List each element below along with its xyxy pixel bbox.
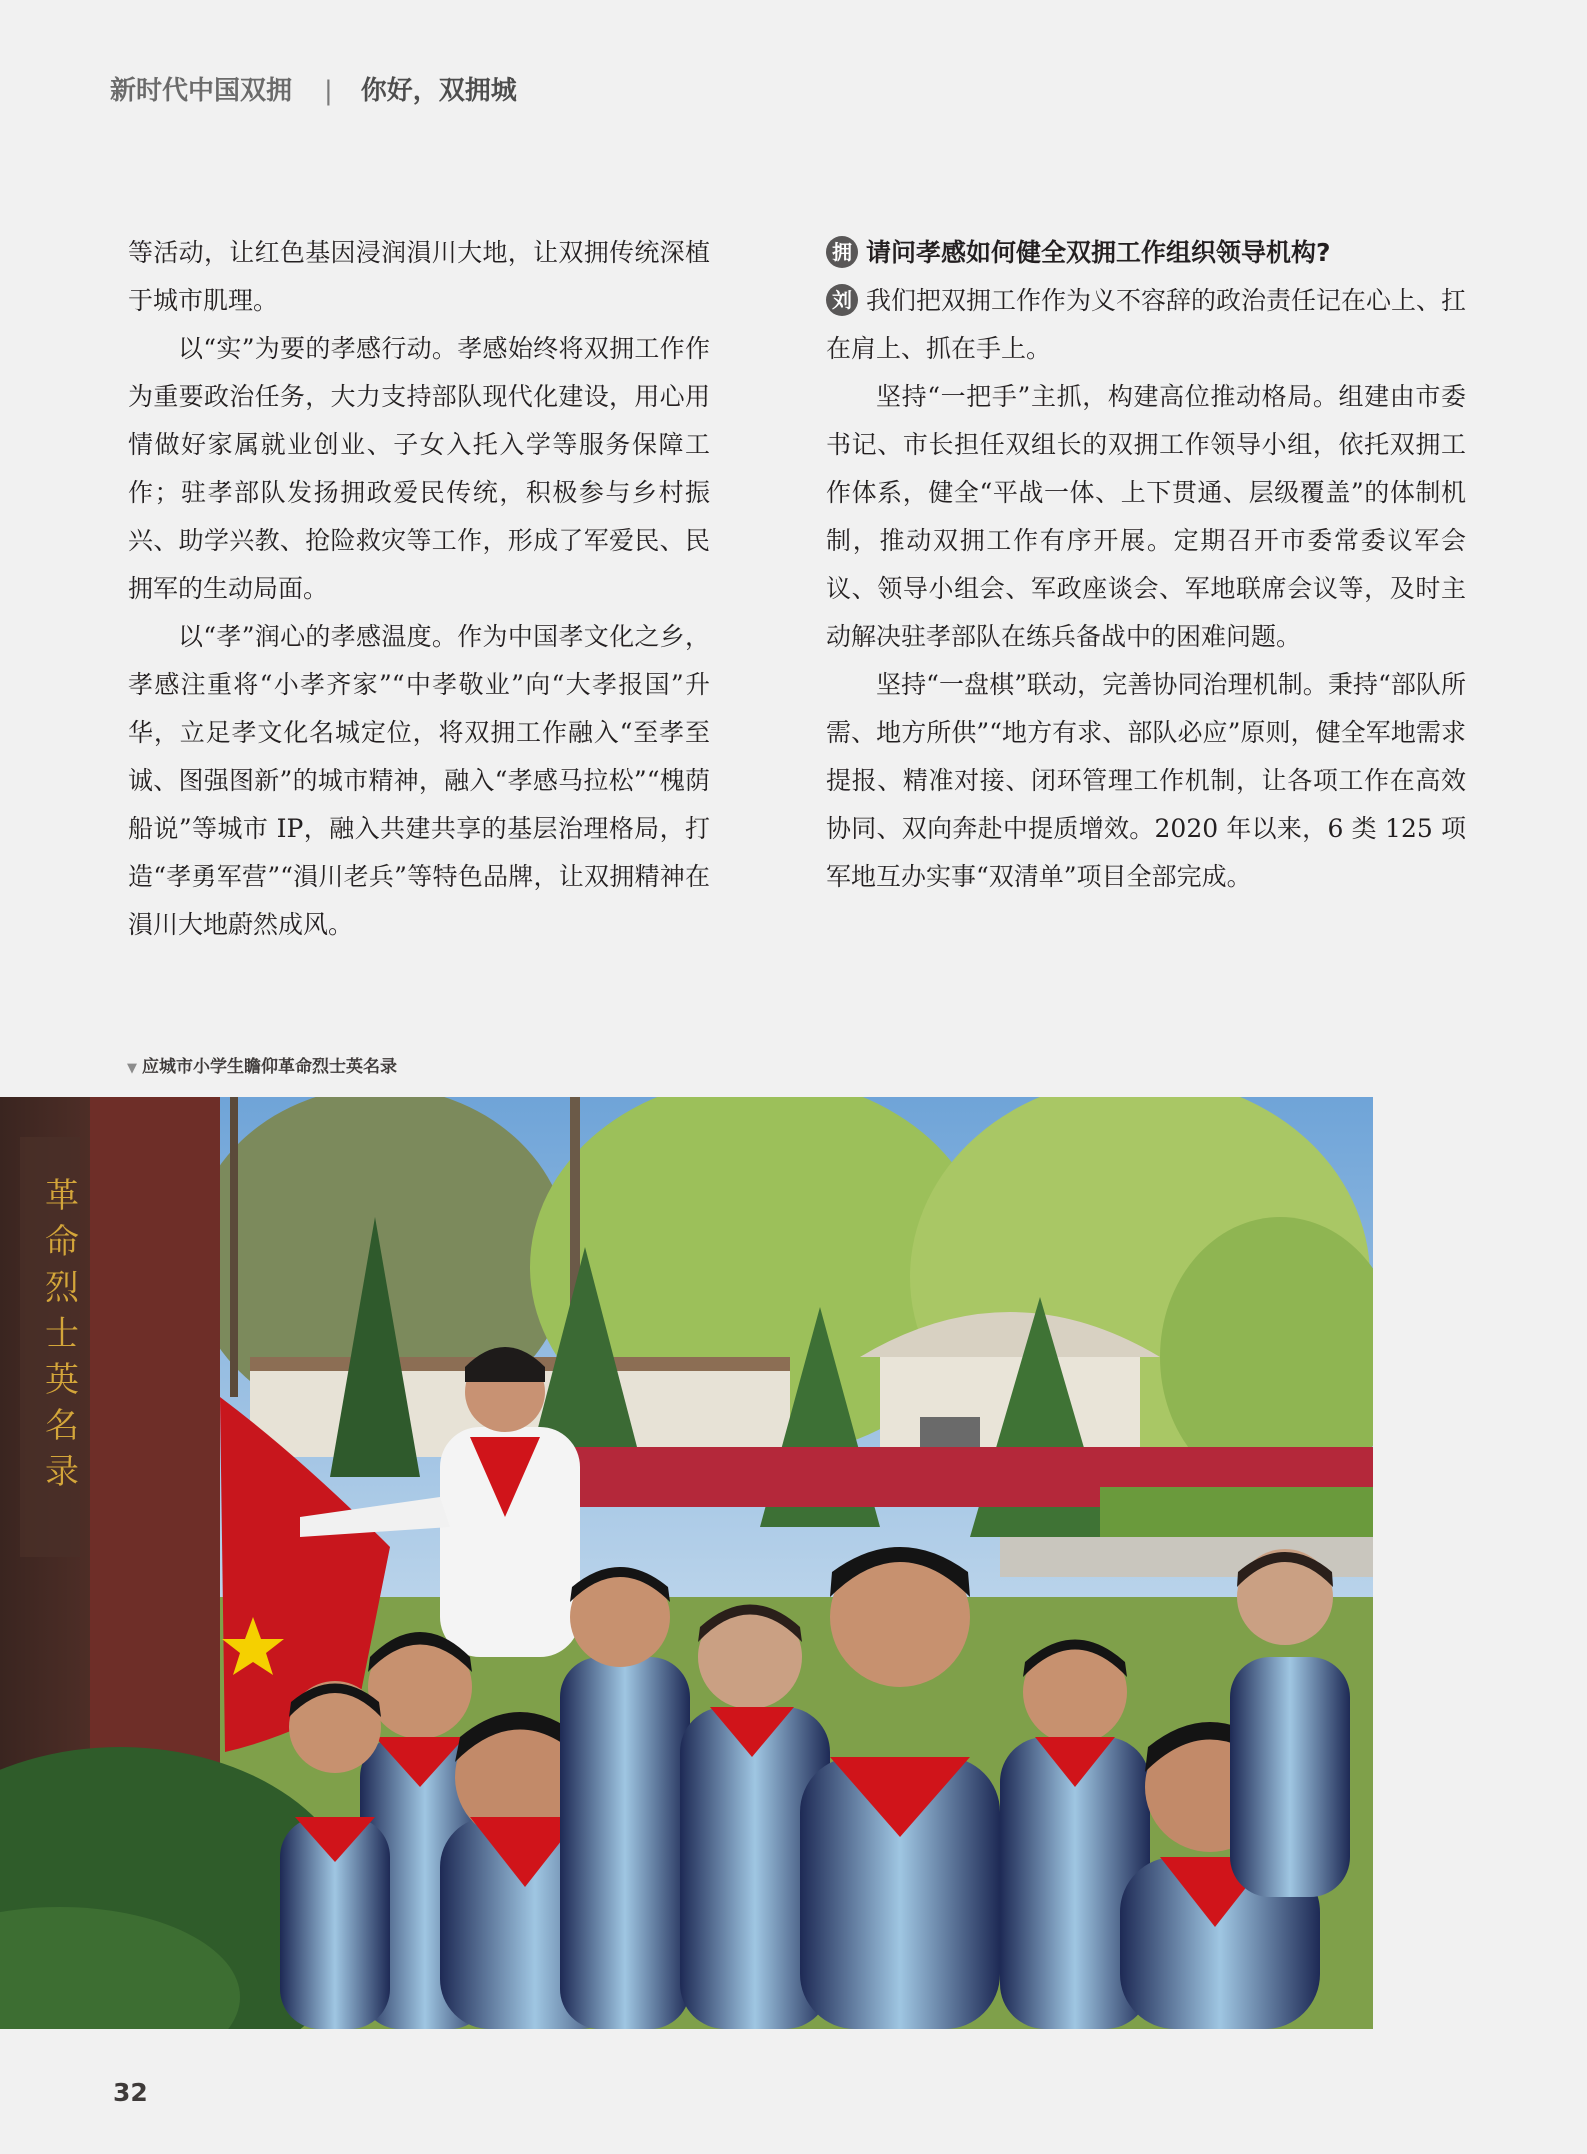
page-number: 32 (113, 2078, 148, 2107)
left-paragraph-3: 以“孝”润心的孝感温度。作为中国孝文化之乡，孝感注重将“小孝齐家”“中孝敬业”向“大孝报国”升华，立足孝文化名城定位，将双拥工作融入“至孝至诚、图强图新”的城市精神，融入“孝感马拉松”“槐荫船说”等城市 IP，融入共建共享的基层治理格局，打造“孝勇军营”“溳川老兵”等特色品牌，让双拥精神在溳川大地蔚然成风。 (128, 622, 710, 939)
answer-text: 我们把双拥工作作为义不容辞的政治责任记在心上、扛在肩上、抓在手上。 (826, 286, 1467, 363)
header-separator: | (324, 76, 333, 106)
header-subsection: 你好，双拥城 (360, 76, 517, 106)
header-section: 新时代中国双拥 (110, 76, 293, 106)
question-text: 请问孝感如何健全双拥工作组织领导机构? (866, 238, 1331, 267)
right-paragraph-2: 坚持“一盘棋”联动，完善协同治理机制。秉持“部队所需、地方所供”“地方有求、部队必应”原则，健全军地需求提报、精准对接、闭环管理工作机制，让各项工作在高效协同、双向奔赴中提质增效。2020 年以来，6 类 125 项军地互办实事“双清单”项目全部完成。 (826, 670, 1466, 891)
interview-question (826, 229, 1466, 277)
caption-marker: ▼ (127, 1061, 137, 1076)
interview-answer (826, 277, 1466, 373)
question-badge: 拥 (826, 236, 858, 268)
photo-students-at-memorial (0, 1097, 1373, 2029)
monument-inscription (45, 1176, 80, 1492)
left-paragraph-2: 以“实”为要的孝感行动。孝感始终将双拥工作作为重要政治任务，大力支持部队现代化建设，用心用情做好家属就业创业、子女入托入学等服务保障工作；驻孝部队发扬拥政爱民传统，积极参与乡村振兴、助学兴教、抢险救灾等工作，形成了军爱民、民拥军的生动局面。 (128, 334, 710, 603)
running-header (110, 70, 517, 107)
photo-illustration (0, 1097, 1373, 2029)
photo-caption (127, 1052, 397, 1077)
right-paragraph-1: 坚持“一把手”主抓，构建高位推动格局。组建由市委书记、市长担任双组长的双拥工作领导小组，依托双拥工作体系，健全“平战一体、上下贯通、层级覆盖”的体制机制，推动双拥工作有序开展。定期召开市委常委议军会议、领导小组会、军政座谈会、军地联席会议等，及时主动解决驻孝部队在练兵备战中的困难问题。 (826, 382, 1466, 651)
left-column (128, 229, 710, 949)
caption-text: 应城市小学生瞻仰革命烈士英名录 (142, 1057, 397, 1077)
monument-text: 革命烈士英名录 (45, 1176, 79, 1492)
right-column (826, 229, 1466, 901)
left-paragraph-1: 等活动，让红色基因浸润溳川大地，让双拥传统深植于城市肌理。 (128, 238, 710, 315)
answer-badge: 刘 (826, 284, 858, 316)
